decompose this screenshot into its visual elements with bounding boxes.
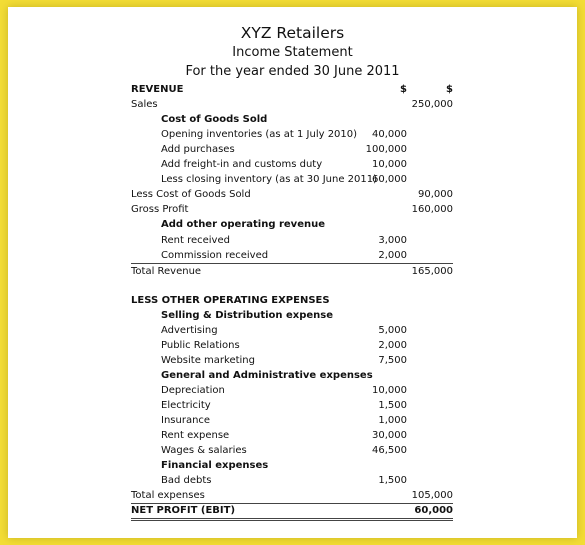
row-label: Selling & Distribution expense — [161, 309, 334, 321]
row-value-column-2: 250,000 — [411, 99, 453, 111]
statement-row — [131, 458, 453, 473]
statement-row — [131, 202, 453, 217]
statement-row — [131, 157, 453, 172]
row-value-column-1: 46,500 — [372, 445, 407, 457]
row-label: REVENUE — [131, 84, 184, 95]
row-value-column-1: 100,000 — [365, 144, 407, 156]
row-label: Advertising — [161, 324, 218, 336]
row-label: Total Revenue — [131, 265, 202, 277]
statement-row — [131, 473, 453, 488]
statement-row — [131, 82, 453, 97]
row-label: Depreciation — [161, 385, 225, 396]
row-label: NET PROFIT (EBIT) — [131, 505, 236, 517]
row-label: Wages & salaries — [161, 445, 247, 457]
row-value-column-1: 30,000 — [372, 430, 407, 442]
row-label: Bad debts — [161, 475, 212, 487]
statement-row — [131, 338, 453, 353]
statement-row — [131, 428, 453, 443]
row-value-column-2: 160,000 — [411, 204, 453, 216]
statement-row — [131, 413, 453, 428]
statement-row — [131, 172, 453, 187]
statement-row — [131, 353, 453, 368]
row-value-column-2: 60,000 — [414, 505, 453, 517]
statement-row — [131, 127, 453, 142]
statement-row — [131, 323, 453, 338]
row-label: Opening inventories (as at 1 July 2010) — [161, 129, 358, 141]
row-label: Insurance — [161, 415, 211, 427]
row-value-column-1: 1,500 — [378, 475, 407, 487]
row-value-column-1: 5,000 — [378, 324, 407, 336]
statement-row — [131, 97, 453, 112]
statement-row — [131, 233, 453, 248]
row-label: Add purchases — [161, 144, 235, 156]
statement-row — [131, 278, 453, 293]
statement-row — [131, 383, 453, 398]
row-value-column-2: 105,000 — [411, 490, 453, 502]
row-value-column-1: 10,000 — [372, 385, 407, 396]
row-label: Total expenses — [131, 490, 205, 502]
statement-row — [131, 308, 453, 323]
row-value-column-2: $ — [446, 84, 453, 95]
row-value-column-1: 7,500 — [378, 354, 407, 366]
row-value-column-1: $ — [400, 84, 407, 95]
company-title: XYZ Retailers — [240, 24, 345, 42]
statement-row — [131, 503, 453, 521]
statement-row — [131, 293, 453, 308]
row-label: Electricity — [161, 400, 211, 412]
statement-row — [131, 187, 453, 202]
statement-row — [131, 142, 453, 157]
row-label: Add other operating revenue — [161, 219, 325, 231]
row-label: Commission received — [161, 249, 269, 261]
row-label: Rent expense — [161, 430, 230, 442]
statement-row — [131, 398, 453, 413]
row-value-column-1: 40,000 — [372, 129, 407, 141]
statement-row — [131, 217, 453, 232]
statement-row — [131, 112, 453, 127]
row-label: Less Cost of Goods Sold — [131, 189, 251, 201]
row-label: Add freight-in and customs duty — [161, 159, 323, 171]
statement-row — [131, 248, 453, 263]
document-sheet — [8, 7, 577, 538]
statement-row — [131, 443, 453, 458]
statement-row — [131, 263, 453, 279]
row-value-column-1: 2,000 — [378, 339, 407, 351]
row-value-column-1: 3,000 — [378, 234, 407, 246]
row-label: Cost of Goods Sold — [161, 114, 268, 126]
statement-row — [131, 368, 453, 383]
row-label: General and Administrative expenses — [161, 369, 373, 381]
row-label: LESS OTHER OPERATING EXPENSES — [131, 294, 330, 306]
row-value-column-1: 2,000 — [378, 249, 407, 261]
row-label: Gross Profit — [131, 204, 189, 216]
row-value-column-1: 60,000 — [372, 174, 407, 186]
row-value-column-1: 1,500 — [378, 400, 407, 412]
row-label: Sales — [131, 99, 158, 111]
row-value-column-2: 90,000 — [418, 189, 453, 201]
row-label: Rent received — [161, 234, 230, 246]
row-label: Financial expenses — [161, 460, 269, 472]
statement-row — [131, 488, 453, 504]
row-value-column-2: 165,000 — [411, 265, 453, 277]
row-value-column-1: 10,000 — [372, 159, 407, 171]
statement-title: Income Statement — [232, 45, 353, 60]
row-label: Less closing inventory (as at 30 June 2011) — [161, 174, 378, 186]
row-value-column-1: 1,000 — [378, 415, 407, 427]
period-subtitle: For the year ended 30 June 2011 — [185, 64, 400, 79]
row-label: Public Relations — [161, 339, 240, 351]
row-label: Website marketing — [161, 354, 255, 366]
